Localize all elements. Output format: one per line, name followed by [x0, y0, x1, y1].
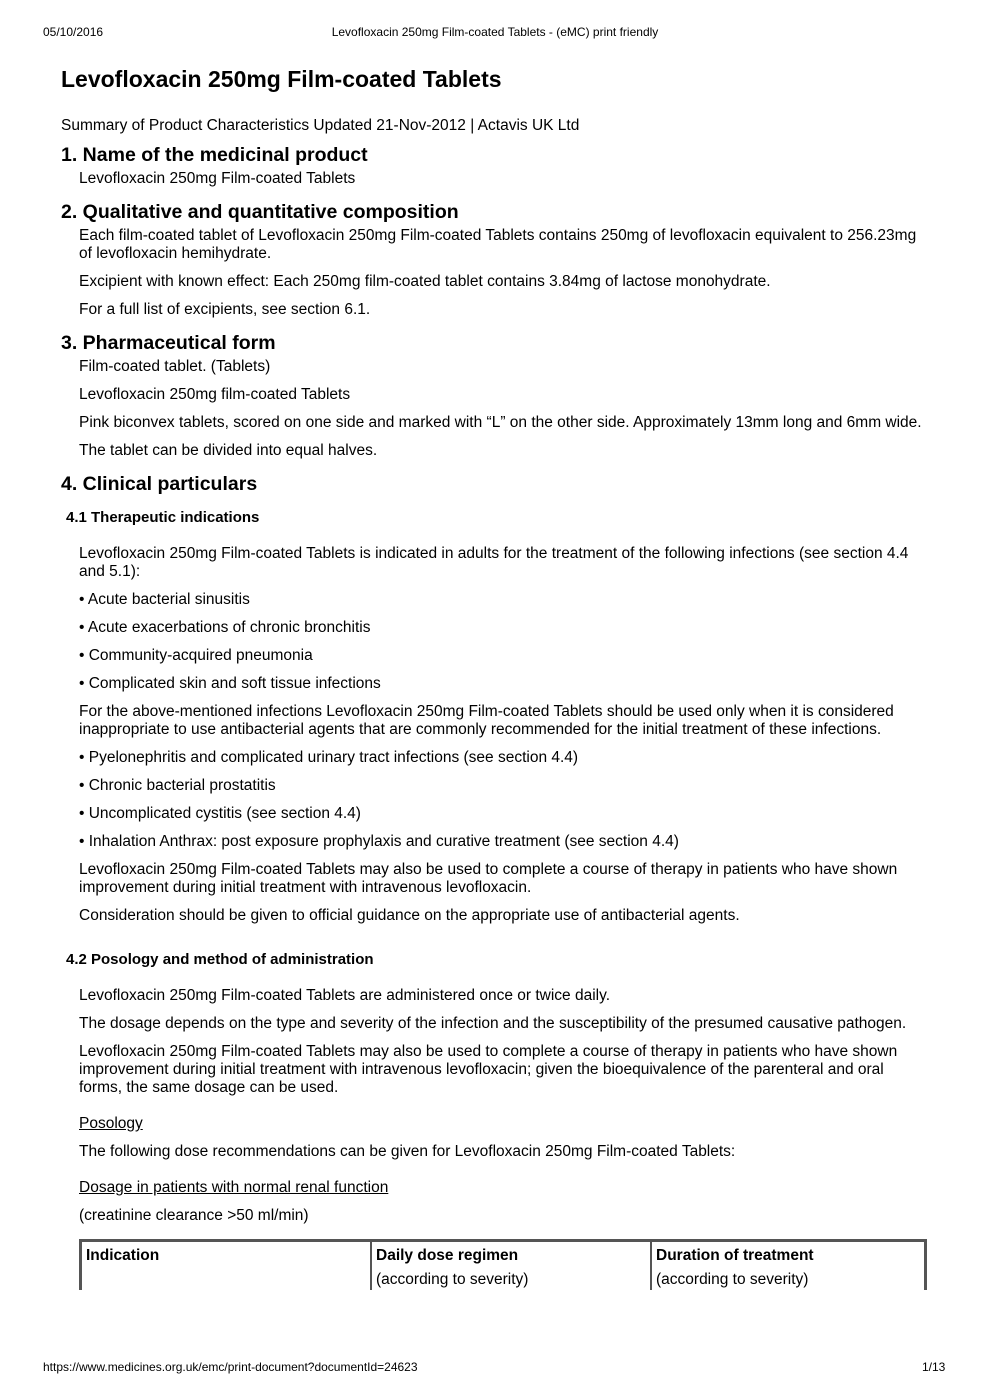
section-2-body	[61, 227, 931, 319]
table-row	[81, 1266, 926, 1290]
list-item: • Complicated skin and soft tissue infections	[79, 675, 381, 692]
list-item: • Community-acquired pneumonia	[79, 647, 313, 664]
section-2-heading: 2. Qualitative and quantitative composition	[61, 201, 459, 223]
list-item: • Chronic bacterial prostatitis	[79, 777, 276, 794]
page-title: Levofloxacin 250mg Film-coated Tablets	[61, 66, 502, 92]
print-footer-url: https://www.medicines.org.uk/emc/print-document?documentId=24623	[43, 1360, 418, 1374]
paragraph: Levofloxacin 250mg Film-coated Tablets is indicated in adults for the treatment of the following infections (see section 4.4 and 5.1):	[79, 545, 909, 580]
table-cell: (according to severity)	[651, 1266, 926, 1290]
section-4-2-heading: 4.2 Posology and method of administration	[66, 951, 374, 968]
paragraph: The dosage depends on the type and severity of the infection and the susceptibility of the presumed causative pathogen.	[79, 1015, 907, 1032]
paragraph: Consideration should be given to official guidance on the appropriate use of antibacterial agents.	[79, 907, 740, 924]
document-body	[61, 62, 931, 1290]
section-1-body	[61, 170, 931, 188]
table-header-daily-dose: Daily dose regimen	[371, 1241, 651, 1267]
paragraph: The tablet can be divided into equal halves.	[79, 442, 378, 459]
table-row	[81, 1241, 926, 1267]
section-1-heading: 1. Name of the medicinal product	[61, 144, 368, 166]
paragraph: For the above-mentioned infections Levofloxacin 250mg Film-coated Tablets should be used only when it is considered inappropriate to use antibacterial agents that are commonly recommended for the initial treatment of these infections.	[79, 703, 894, 738]
table-header-indication: Indication	[86, 1247, 160, 1264]
list-item: • Pyelonephritis and complicated urinary tract infections (see section 4.4)	[79, 749, 579, 766]
section-3-body	[61, 358, 931, 460]
paragraph: Levofloxacin 250mg Film-coated Tablets	[79, 170, 356, 187]
list-item: • Inhalation Anthrax: post exposure prophylaxis and curative treatment (see section 4.4)	[79, 833, 679, 850]
paragraph: Levofloxacin 250mg film-coated Tablets	[79, 386, 351, 403]
print-header-title: Levofloxacin 250mg Film-coated Tablets - (eMC) print friendly	[331, 25, 659, 39]
print-date: 05/10/2016	[43, 25, 104, 39]
section-3-heading: 3. Pharmaceutical form	[61, 332, 276, 354]
paragraph: Pink biconvex tablets, scored on one side and marked with “L” on the other side. Approximately 13mm long and 6mm wide.	[79, 414, 922, 431]
dosage-table	[79, 1239, 927, 1290]
section-4-1-body	[61, 545, 931, 925]
table-cell	[81, 1266, 372, 1290]
paragraph: The following dose recommendations can be given for Levofloxacin 250mg Film-coated Tablets:	[79, 1143, 736, 1160]
list-item: • Uncomplicated cystitis (see section 4.4)	[79, 805, 361, 822]
paragraph: Each film-coated tablet of Levofloxacin 250mg Film-coated Tablets contains 250mg of levofloxacin equivalent to 256.23mg of levofloxacin hemihydrate.	[79, 227, 917, 262]
table-header-duration: Duration of treatment	[651, 1241, 926, 1267]
section-4-2-body	[61, 987, 931, 1225]
paragraph: For a full list of excipients, see section 6.1.	[79, 301, 371, 318]
paragraph: Film-coated tablet. (Tablets)	[79, 358, 271, 375]
summary-line: Summary of Product Characteristics Updated 21-Nov-2012 | Actavis UK Ltd	[61, 117, 580, 134]
paragraph: Levofloxacin 250mg Film-coated Tablets may also be used to complete a course of therapy in patients who have shown improvement during initial treatment with intravenous levofloxacin.	[79, 861, 898, 896]
section-4-1-heading: 4.1 Therapeutic indications	[66, 509, 260, 526]
list-item: • Acute bacterial sinusitis	[79, 591, 250, 608]
section-4-heading: 4. Clinical particulars	[61, 473, 258, 495]
table-cell: (according to severity)	[371, 1266, 651, 1290]
paragraph: Levofloxacin 250mg Film-coated Tablets are administered once or twice daily.	[79, 987, 610, 1004]
posology-subheading: Posology	[79, 1115, 143, 1132]
renal-function-subheading: Dosage in patients with normal renal function	[79, 1179, 389, 1196]
list-item: • Acute exacerbations of chronic bronchitis	[79, 619, 371, 636]
page-number: 1/13	[922, 1360, 946, 1374]
paragraph: (creatinine clearance >50 ml/min)	[79, 1207, 309, 1224]
paragraph: Levofloxacin 250mg Film-coated Tablets may also be used to complete a course of therapy in patients who have shown improvement during initial treatment with intravenous levofloxacin; given the bioequivalence of the parenteral and oral forms, the same dosage can be used.	[79, 1043, 898, 1096]
paragraph: Excipient with known effect: Each 250mg film-coated tablet contains 3.84mg of lactose monohydrate.	[79, 273, 771, 290]
